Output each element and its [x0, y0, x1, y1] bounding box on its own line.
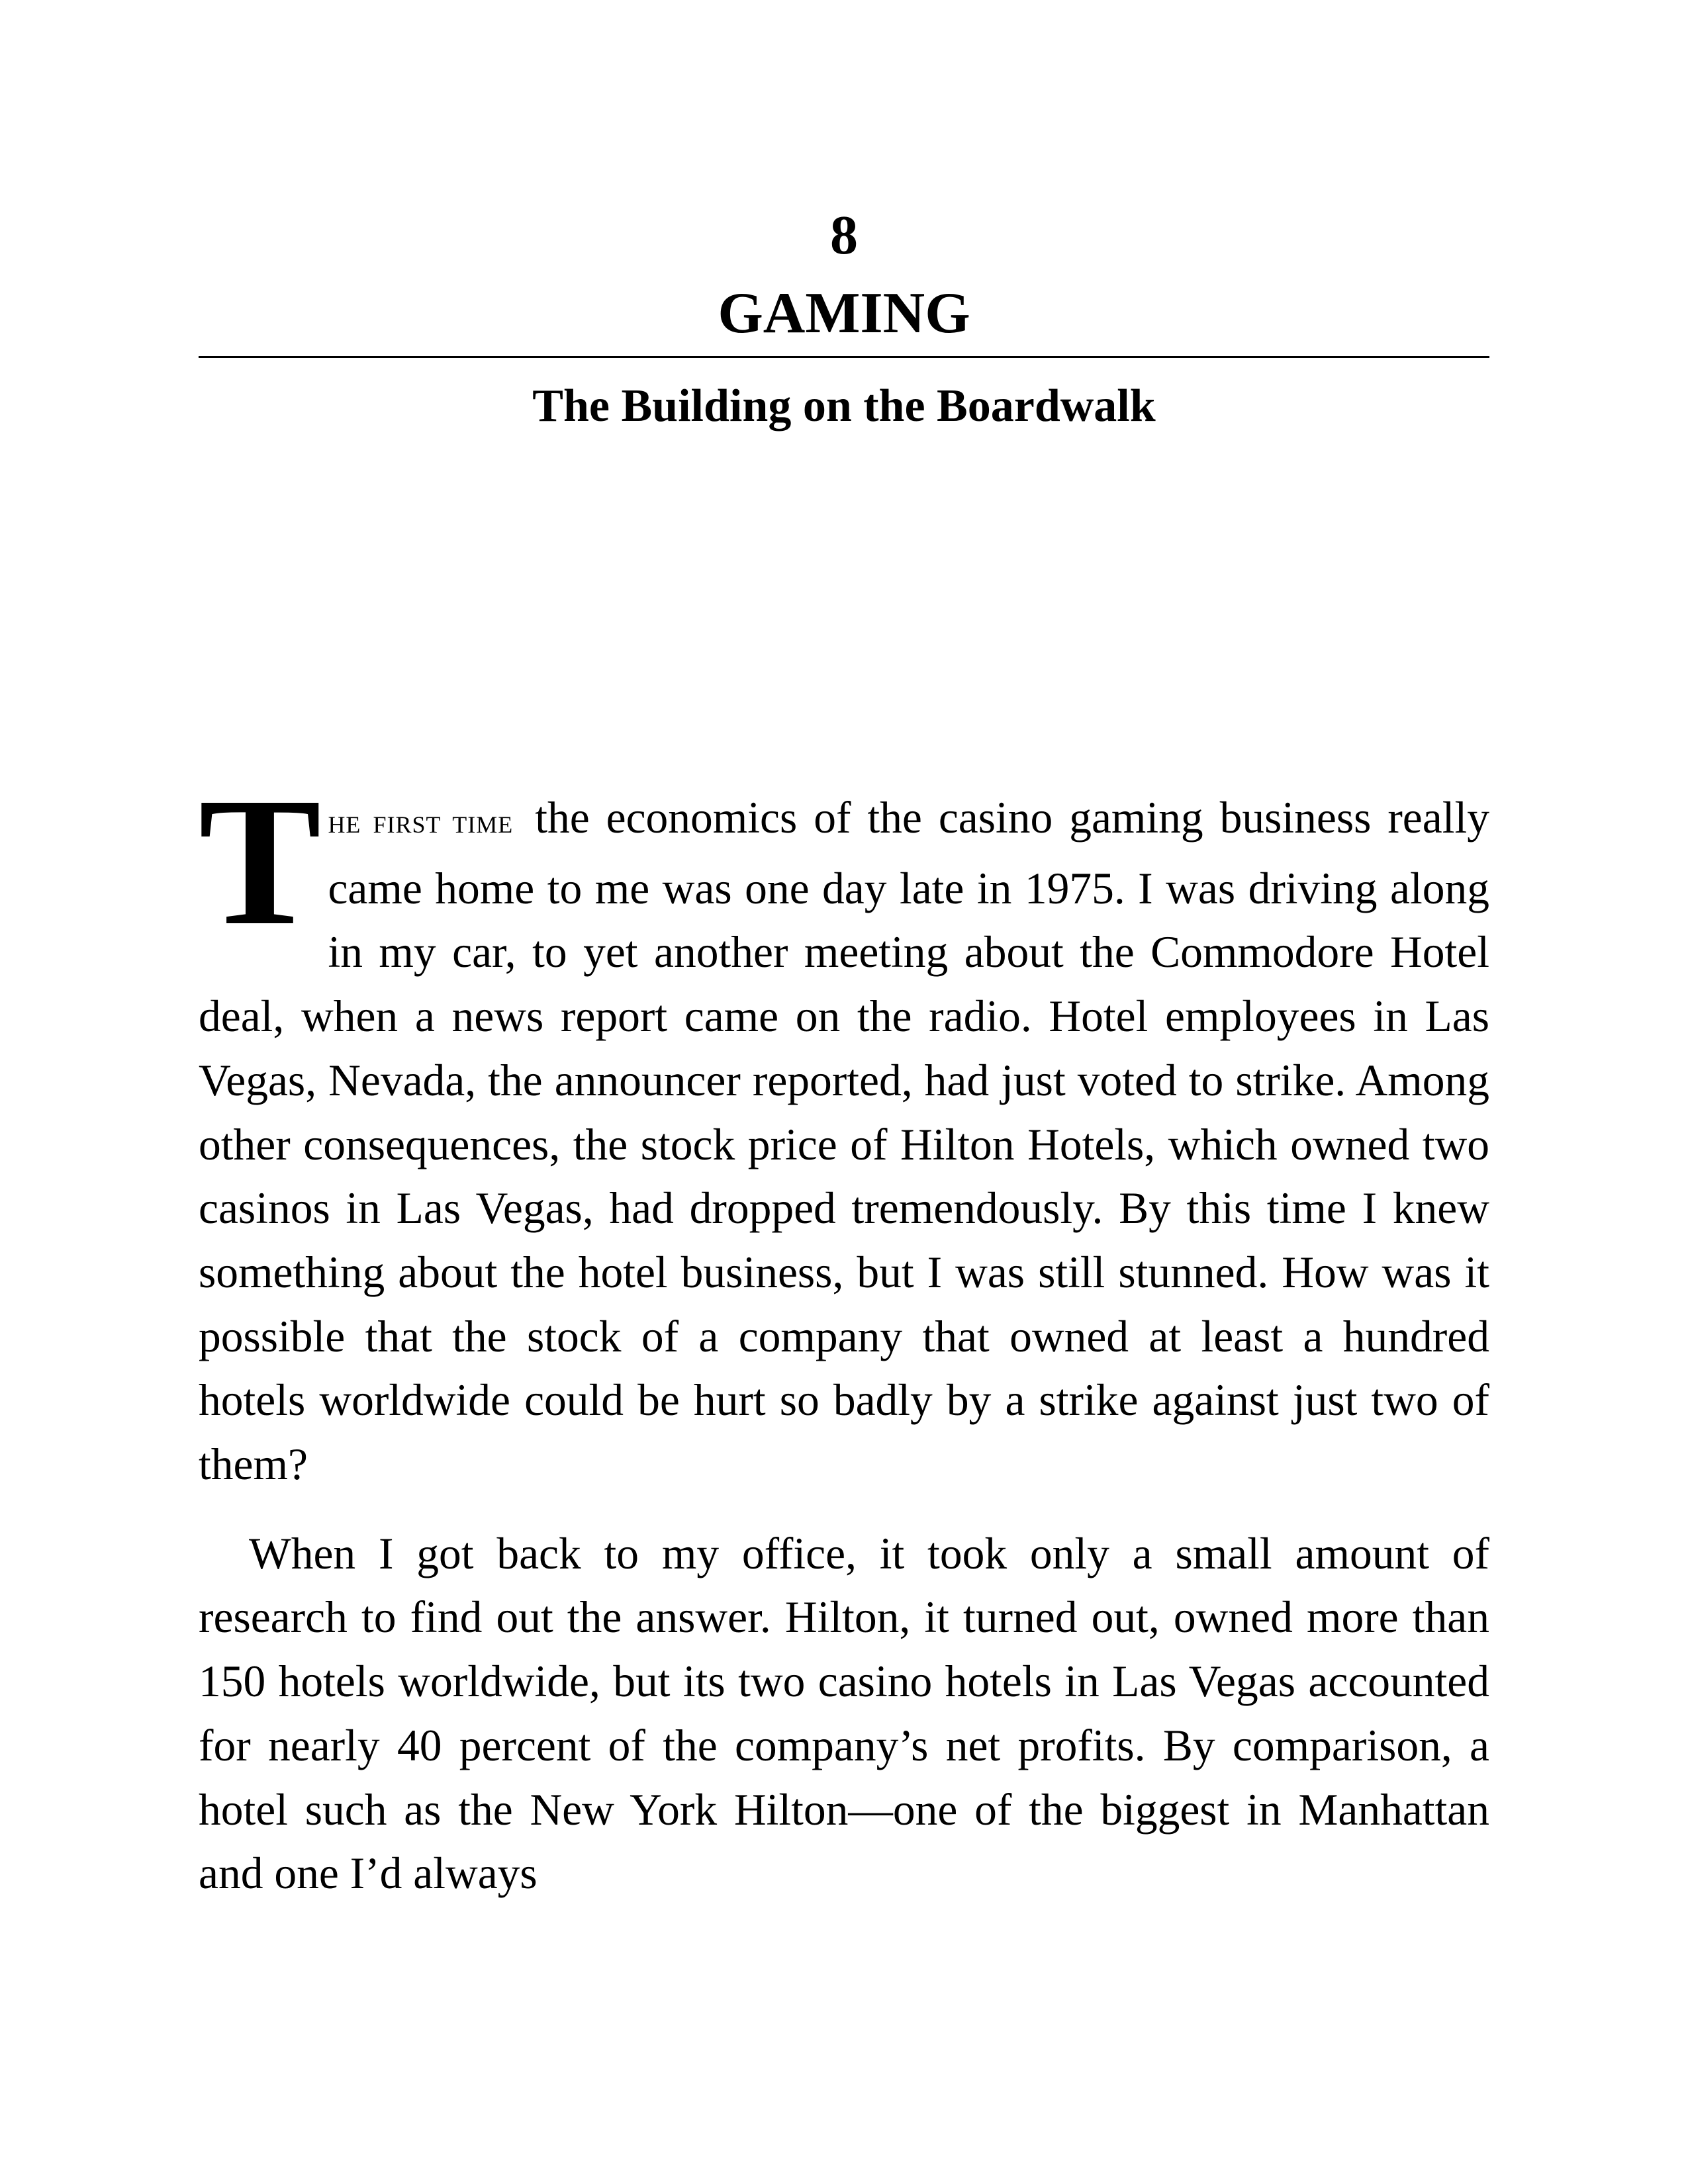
chapter-number: 8 — [830, 205, 858, 266]
body-paragraph-2: When I got back to my office, it took only a small amount of research to find out the answer. Hilton, it turned out, owned more than 150 hotels worldwide, but its two casino hotels in Las Vegas accounted for nearly 40 percent of the company’s net profits. By comparison, a hotel such as the New York Hilton—one of the biggest in Manhattan and one I’d always — [199, 1528, 1489, 1899]
chapter-subtitle: The Building on the Boardwalk — [532, 381, 1156, 432]
paragraph-1-text: the economics of the casino gaming business really came home to me was one day late in 1975. I was driving along in my car, to yet another meeting about the Commodore Hotel deal, when a news report came on the radio. Hotel employees in Las Vegas, Nevada, the announcer reported, had just voted to strike. Among other consequences, the stock price of Hilton Hotels, which owned two casinos in Las Vegas, had dropped tremendously. By this time I knew something about the hotel business, but I was still stunned. How was it possible that the stock of a company that owned at least a hundred hotels worldwide could be hurt so badly by a strike against just two of them? — [199, 793, 1489, 1490]
chapter-body — [199, 760, 1489, 1906]
body-paragraph-1 — [199, 760, 1489, 1497]
chapter-title: GAMING — [718, 281, 970, 345]
chapter-divider — [199, 356, 1489, 358]
drop-cap: T — [199, 760, 322, 964]
book-page — [199, 0, 1489, 2184]
lead-in-small-caps: HE FIRST TIME — [328, 811, 514, 838]
